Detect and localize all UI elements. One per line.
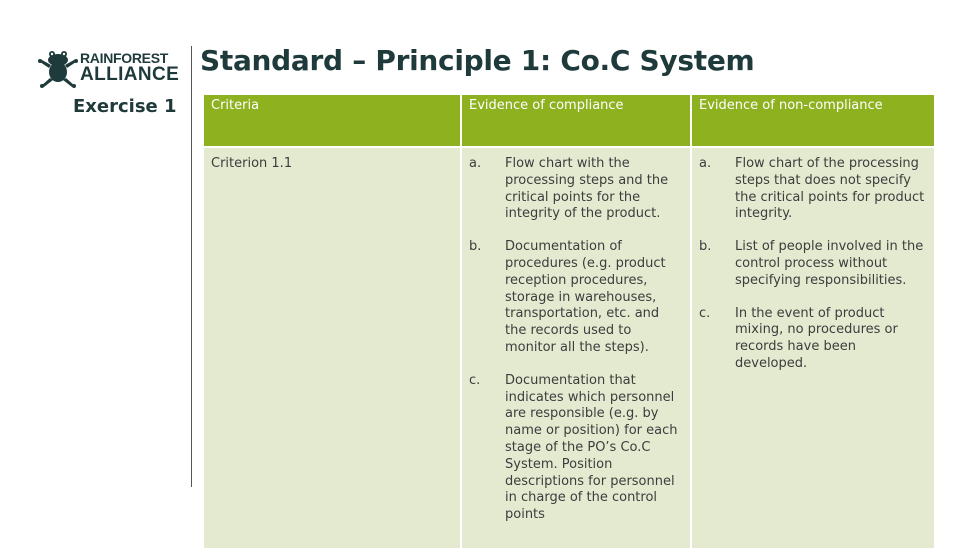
page-title: Standard – Principle 1: Co.C System [200, 44, 755, 77]
noncompliance-cell [691, 147, 935, 549]
list-item [699, 306, 927, 373]
list-item [469, 373, 683, 524]
list-item [699, 156, 927, 223]
list-item [699, 239, 927, 289]
item-letter: a. [699, 156, 712, 171]
item-letter: a. [469, 156, 482, 171]
rainforest-alliance-logo [38, 46, 180, 90]
divider [191, 46, 192, 487]
header-compliance: Evidence of compliance [461, 94, 691, 147]
list-item [469, 156, 683, 223]
frog-icon [38, 46, 78, 88]
logo-text-line2: ALLIANCE [80, 64, 180, 85]
criterion-cell: Criterion 1.1 [203, 147, 461, 549]
criteria-table [202, 93, 936, 550]
item-letter: c. [699, 305, 711, 321]
compliance-cell [461, 147, 691, 549]
logo-text-line1: RAINFOREST [80, 50, 169, 66]
table-row [203, 147, 935, 549]
item-letter: c. [469, 372, 481, 388]
item-text: Flow chart with the processing steps and the critical points for the integrity of the product. [505, 156, 669, 222]
item-letter: b. [699, 239, 712, 255]
list-item [469, 239, 683, 357]
item-text: In the event of product mixing, no procedures or records have been developed. [735, 305, 898, 371]
item-text: Documentation that indicates which personnel are responsible (e.g. by name or position) for each stage of the PO’s Co.C System. Position descriptions for personnel in charge of the control points [505, 372, 678, 523]
item-text: Documentation of procedures (e.g. product reception procedures, storage in warehouses, transportation, etc. and the records used to monitor all the steps). [505, 239, 666, 355]
item-letter: b. [469, 239, 482, 255]
exercise-label: Exercise 1 [73, 96, 177, 117]
header-criteria: Criteria [203, 94, 461, 147]
item-text: Flow chart of the processing steps that does not specify the critical points for product integrity. [735, 156, 925, 222]
item-text: List of people involved in the control process without specifying responsibilities. [735, 239, 924, 288]
header-noncompliance: Evidence of non-compliance [691, 94, 935, 147]
table-header-row [203, 94, 935, 147]
